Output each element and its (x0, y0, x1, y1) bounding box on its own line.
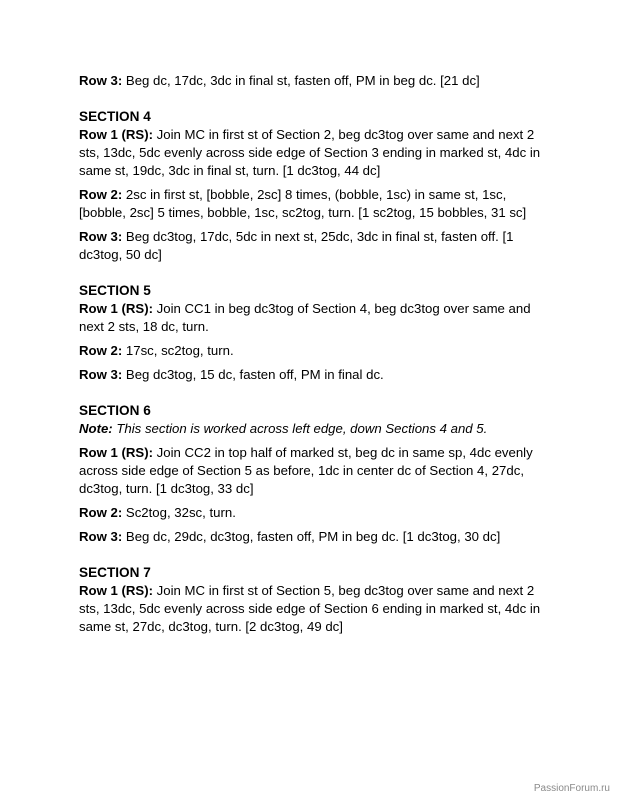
row-text: Beg dc, 29dc, dc3tog, fasten off, PM in beg dc. [1 dc3tog, 30 dc] (122, 529, 501, 544)
row-label: Row 2: (79, 505, 123, 520)
note-text: This section is worked across left edge, down Sections 4 and 5. (112, 421, 488, 436)
section-4-title: SECTION 4 (79, 109, 151, 124)
section-4-row-2 (79, 186, 549, 222)
row-label: Row 1 (RS): (79, 127, 153, 142)
section-5-title: SECTION 5 (79, 283, 151, 298)
intro-row-3 (79, 72, 549, 90)
row-text: 2sc in first st, [bobble, 2sc] 8 times, (bobble, 1sc) in same st, 1sc, [bobble, 2sc] 5 times, bobble, 1sc, sc2tog, turn. [1 sc2tog, 15 bobbles, 31 sc] (79, 187, 527, 220)
section-5 (79, 282, 549, 384)
section-6-title: SECTION 6 (79, 403, 151, 418)
row-text: Join CC1 in beg dc3tog of Section 4, beg dc3tog over same and next 2 sts, 18 dc, turn. (79, 301, 531, 334)
row-label: Row 1 (RS): (79, 583, 153, 598)
row-text: 17sc, sc2tog, turn. (122, 343, 234, 358)
section-6-row-1 (79, 444, 549, 498)
section-7-title: SECTION 7 (79, 565, 151, 580)
section-7-row-1 (79, 582, 549, 636)
row-label: Row 3: (79, 229, 123, 244)
row-label: Row 3: (79, 73, 123, 88)
row-label: Row 2: (79, 343, 123, 358)
row-text: Join MC in first st of Section 5, beg dc3tog over same and next 2 sts, 13dc, 5dc evenly across side edge of Section 6 ending in marked st, 4dc in same st, 27dc, dc3tog, turn. [2 dc3tog, 49 dc] (79, 583, 541, 634)
row-label: Row 2: (79, 187, 123, 202)
note-label: Note: (79, 421, 113, 436)
row-text: Beg dc3tog, 15 dc, fasten off, PM in final dc. (122, 367, 384, 382)
section-7 (79, 564, 549, 636)
section-6 (79, 402, 549, 546)
section-4-row-3 (79, 228, 549, 264)
section-4 (79, 108, 549, 264)
section-5-row-3 (79, 366, 549, 384)
row-text: Sc2tog, 32sc, turn. (122, 505, 236, 520)
pattern-page (79, 72, 549, 642)
section-6-row-2 (79, 504, 549, 522)
row-text: Join CC2 in top half of marked st, beg dc in same sp, 4dc evenly across side edge of Section 5 as before, 1dc in center dc of Section 4, 27dc, dc3tog, turn. [1 dc3tog, 33 dc] (79, 445, 533, 496)
section-5-row-2 (79, 342, 549, 360)
row-label: Row 3: (79, 367, 123, 382)
watermark: PassionForum.ru (533, 783, 610, 794)
section-6-row-3 (79, 528, 549, 546)
row-label: Row 1 (RS): (79, 445, 153, 460)
row-label: Row 3: (79, 529, 123, 544)
row-text: Beg dc, 17dc, 3dc in final st, fasten off, PM in beg dc. [21 dc] (122, 73, 480, 88)
row-label: Row 1 (RS): (79, 301, 153, 316)
section-5-row-1 (79, 300, 549, 336)
row-text: Join MC in first st of Section 2, beg dc3tog over same and next 2 sts, 13dc, 5dc evenly across side edge of Section 3 ending in marked st, 4dc in same st, 19dc, 3dc in final st, turn. [1 dc3tog, 44 dc] (79, 127, 541, 178)
section-4-row-1 (79, 126, 549, 180)
section-6-note (79, 420, 549, 438)
row-text: Beg dc3tog, 17dc, 5dc in next st, 25dc, 3dc in final st, fasten off. [1 dc3tog, 50 dc] (79, 229, 514, 262)
